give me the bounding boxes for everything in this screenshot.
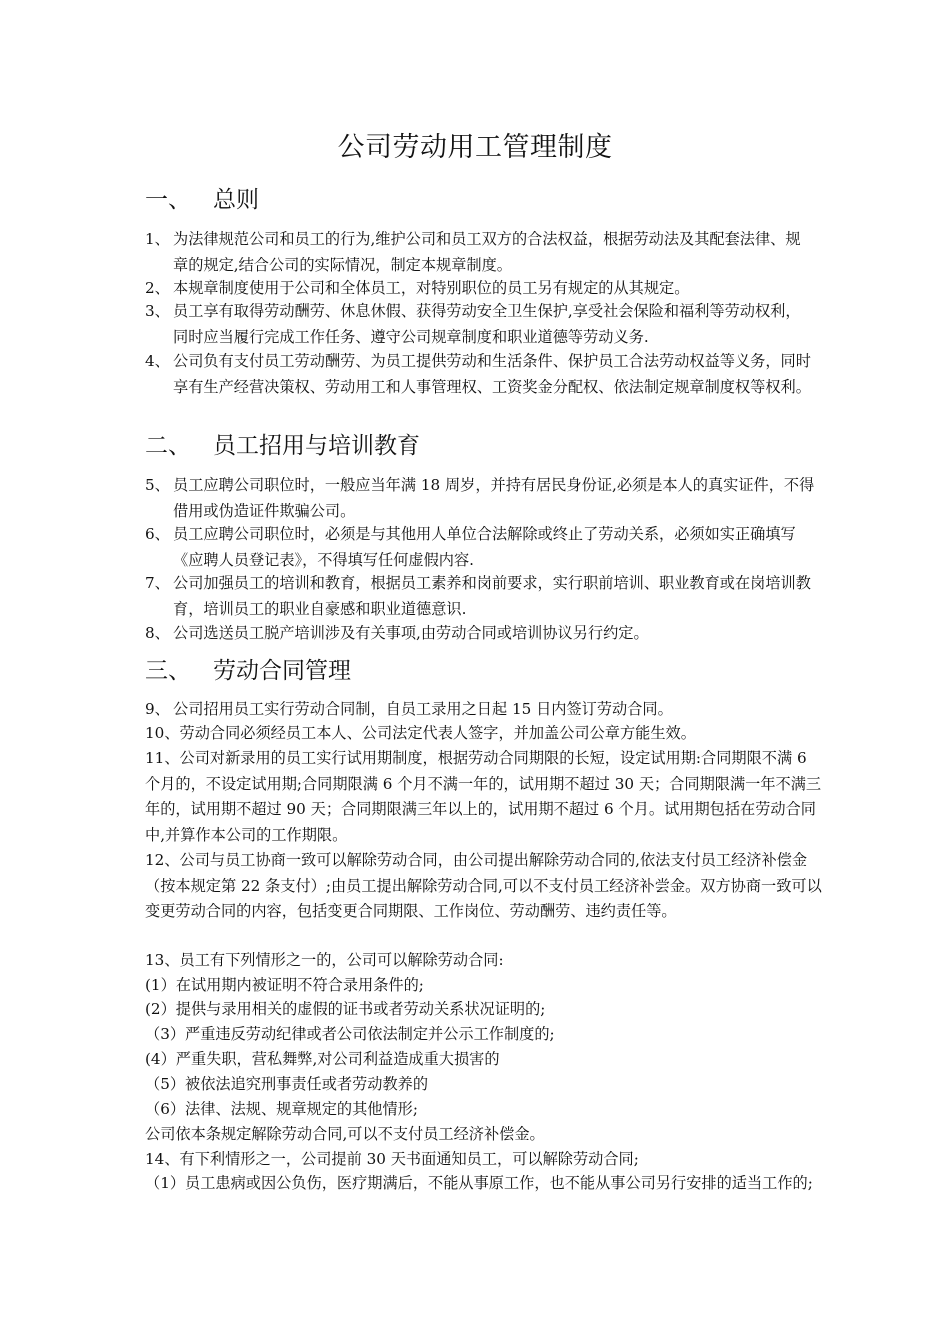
section-title: 员工招用与培训教育 [213, 433, 420, 459]
item-number: 1、 [145, 230, 170, 248]
section-title: 劳动合同管理 [213, 658, 351, 684]
item-number: 7、 [145, 574, 170, 592]
clause-paragraph: 14、有下利情形之一，公司提前 30 天书面通知员工，可以解除劳动合同; [145, 1150, 639, 1168]
sub-clause: (1）在试用期内被证明不符合录用条件的; [145, 976, 424, 994]
section-heading-1 [145, 184, 259, 216]
numbered-paragraph [145, 276, 815, 302]
clause-paragraph: 12、公司与员工协商一致可以解除劳动合同，由公司提出解除劳动合同的,依法支付员工经济补偿金（按本规定第 22 条支付）;由员工提出解除劳动合同,可以不支付员工经济补尝金。双方协商一致可以变更劳动合同的内容，包括变更合同期限、工作岗位、劳动酬劳、违约责任等。 [145, 851, 822, 920]
item-number: 4、 [145, 352, 170, 370]
item-text: 员工享有取得劳动酬劳、休息休假、获得劳动安全卫生保护,享受社会保险和福利等劳动权利，同时应当履行完成工作任务、遵守公司规章制度和职业道德等劳动义务. [173, 302, 801, 346]
sub-clause: （3）严重违反劳动纪律或者公司依法制定并公示工作制度的; [145, 1025, 555, 1043]
item-number: 8、 [145, 624, 170, 642]
item-text: 公司招用员工实行劳动合同制，自员工录用之日起 15 日内签订劳动合同。 [173, 700, 673, 718]
section-title: 总则 [213, 187, 259, 213]
sub-clause: (2）提供与录用相关的虚假的证书或者劳动关系状况证明的; [145, 1000, 546, 1018]
numbered-paragraph [145, 227, 815, 278]
section-number: 一、 [145, 187, 191, 213]
section-number: 二、 [145, 433, 191, 459]
item-text: 员工应聘公司职位时，一般应当年满 18 周岁，并持有居民身份证,必须是本人的真实证件，不得借用或伪造证件欺骗公司。 [173, 476, 815, 520]
clause-paragraph: 10、劳动合同必须经员工本人、公司法定代表人签字，并加盖公司公章方能生效。 [145, 724, 696, 742]
item-text: 员工应聘公司职位时，必须是与其他用人单位合法解除或终止了劳动关系，必须如实正确填写《应聘人员登记表》，不得填写任何虚假内容. [173, 525, 796, 569]
clause-paragraph: 13、员工有下列情形之一的，公司可以解除劳动合同: [145, 951, 504, 969]
document-title: 公司劳动用工管理制度 [337, 132, 613, 163]
section-heading-3 [145, 655, 351, 687]
item-number: 2、 [145, 279, 170, 297]
item-number: 3、 [145, 302, 170, 320]
item-text: 本规章制度使用于公司和全体员工，对特别职位的员工另有规定的从其规定。 [173, 279, 690, 297]
item-number: 5、 [145, 476, 170, 494]
sub-clause: （1）员工患病或因公负伤，医疗期满后，不能从事原工作，也不能从事公司另行安排的适当工作的; [145, 1174, 813, 1192]
numbered-paragraph [145, 299, 815, 350]
item-text: 为法律规范公司和员工的行为,维护公司和员工双方的合法权益，根据劳动法及其配套法律、规章的规定,结合公司的实际情况，制定本规章制度。 [173, 230, 801, 274]
numbered-paragraph [145, 697, 815, 723]
numbered-paragraph [145, 621, 815, 647]
numbered-paragraph [145, 349, 815, 400]
section-heading-2 [145, 430, 420, 462]
item-text: 公司加强员工的培训和教育，根据员工素养和岗前要求，实行职前培训、职业教育或在岗培训教育，培训员工的职业自豪感和职业道德意识. [173, 574, 811, 618]
clause-paragraph: 11、公司对新录用的员工实行试用期制度，根据劳动合同期限的长短，设定试用期:合同期限不满 6 个月的，不设定试用期;合同期限满 6 个月不满一年的，试用期不超过 30 天；合同期限满一年不满三年的，试用期不超过 90 天；合同期限满三年以上的，试用期不超过 6 个月。试用期包括在劳动合同中,并算作本公司的工作期限。 [145, 749, 822, 844]
clause-paragraph: 公司依本条规定解除劳动合同,可以不支付员工经济补偿金。 [145, 1125, 545, 1143]
numbered-paragraph [145, 522, 815, 573]
sub-clause: (4）严重失职，营私舞弊,对公司利益造成重大损害的 [145, 1050, 500, 1068]
sub-clause: （6）法律、法规、规章规定的其他情形; [145, 1100, 418, 1118]
item-number: 6、 [145, 525, 170, 543]
sub-clause: （5）被依法追究刑事责任或者劳动教养的 [145, 1075, 429, 1093]
item-text: 公司选送员工脱产培训涉及有关事项,由劳动合同或培训协议另行约定。 [173, 624, 649, 642]
numbered-paragraph [145, 571, 815, 622]
item-number: 9、 [145, 700, 170, 718]
numbered-paragraph [145, 473, 815, 524]
section-number: 三、 [145, 658, 191, 684]
item-text: 公司负有支付员工劳动酬劳、为员工提供劳动和生活条件、保护员工合法劳动权益等义务，同时享有生产经营决策权、劳动用工和人事管理权、工资奖金分配权、依法制定规章制度权等权利。 [173, 352, 811, 396]
